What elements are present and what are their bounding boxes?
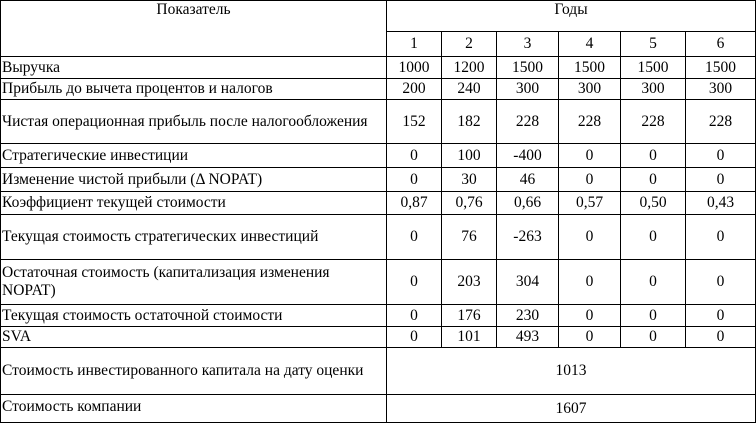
- row-value: 101: [442, 327, 497, 348]
- table-row: [1, 100, 756, 144]
- table-row: [1, 57, 756, 79]
- table-row: [1, 168, 756, 192]
- row-value: 1500: [621, 57, 686, 79]
- row-value: 0: [686, 168, 756, 192]
- row-value: 300: [621, 79, 686, 100]
- row-value: 0,50: [621, 192, 686, 215]
- row-value: 100: [442, 144, 497, 168]
- row-label: Прибыль до вычета процентов и налогов: [1, 79, 387, 100]
- table-row: [1, 79, 756, 100]
- row-value: -263: [497, 215, 559, 260]
- row-value: 0,76: [442, 192, 497, 215]
- indicator-header: Показатель: [1, 1, 387, 57]
- row-label: Текущая стоимость стратегических инвестиций: [1, 215, 387, 260]
- year-number: 4: [559, 32, 621, 57]
- row-value: 228: [559, 100, 621, 144]
- row-value: 182: [442, 100, 497, 144]
- row-label: Чистая операционная прибыль после налогообложения: [1, 100, 387, 144]
- row-value: 203: [442, 260, 497, 305]
- table-row: [1, 215, 756, 260]
- row-value: 0: [387, 305, 442, 327]
- row-value: 1500: [686, 57, 756, 79]
- row-value: 0: [621, 305, 686, 327]
- row-value: 176: [442, 305, 497, 327]
- row-value: 0: [387, 168, 442, 192]
- year-number: 6: [686, 32, 756, 57]
- row-value: 0: [686, 215, 756, 260]
- row-value: 0,43: [686, 192, 756, 215]
- row-value: 0: [621, 260, 686, 305]
- row-value: 228: [621, 100, 686, 144]
- row-value: 0: [387, 144, 442, 168]
- table-row: [1, 327, 756, 348]
- row-value: 0: [686, 305, 756, 327]
- row-value: 0: [559, 215, 621, 260]
- row-value: 0: [621, 327, 686, 348]
- total-row: [1, 395, 756, 423]
- row-value: 0,57: [559, 192, 621, 215]
- row-value: 152: [387, 100, 442, 144]
- row-value: 1000: [387, 57, 442, 79]
- row-value: 0: [621, 144, 686, 168]
- row-value: 230: [497, 305, 559, 327]
- total-label: Стоимость компании: [1, 395, 387, 423]
- row-value: 0: [686, 327, 756, 348]
- total-value: 1607: [387, 395, 756, 423]
- header-row: [1, 1, 756, 32]
- row-value: 76: [442, 215, 497, 260]
- row-value: 300: [686, 79, 756, 100]
- row-value: 0: [621, 168, 686, 192]
- row-value: 0: [559, 168, 621, 192]
- row-value: 0: [387, 215, 442, 260]
- row-label: Выручка: [1, 57, 387, 79]
- row-value: 228: [497, 100, 559, 144]
- row-value: 304: [497, 260, 559, 305]
- row-value: 228: [686, 100, 756, 144]
- total-value: 1013: [387, 348, 756, 395]
- row-value: 0: [621, 215, 686, 260]
- row-value: 0: [686, 144, 756, 168]
- table-row: [1, 260, 756, 305]
- year-number: 2: [442, 32, 497, 57]
- table-row: [1, 192, 756, 215]
- row-value: 300: [497, 79, 559, 100]
- row-label: Текущая стоимость остаточной стоимости: [1, 305, 387, 327]
- row-value: -400: [497, 144, 559, 168]
- row-label: Остаточная стоимость (капитализация изменения NOPAT): [1, 260, 387, 305]
- row-value: 0: [559, 144, 621, 168]
- table-row: [1, 144, 756, 168]
- row-value: 1500: [497, 57, 559, 79]
- row-value: 0,87: [387, 192, 442, 215]
- row-value: 0: [686, 260, 756, 305]
- year-number: 5: [621, 32, 686, 57]
- year-number: 3: [497, 32, 559, 57]
- total-label: Стоимость инвестированного капитала на дату оценки: [1, 348, 387, 395]
- row-label: Коэффициент текущей стоимости: [1, 192, 387, 215]
- row-value: 0,66: [497, 192, 559, 215]
- row-label: Стратегические инвестиции: [1, 144, 387, 168]
- row-value: 200: [387, 79, 442, 100]
- row-value: 300: [559, 79, 621, 100]
- table-row: [1, 305, 756, 327]
- row-value: 1200: [442, 57, 497, 79]
- row-label: Изменение чистой прибыли (Δ NOPAT): [1, 168, 387, 192]
- row-value: 1500: [559, 57, 621, 79]
- total-row: [1, 348, 756, 395]
- row-label: SVA: [1, 327, 387, 348]
- row-value: 0: [559, 327, 621, 348]
- row-value: 30: [442, 168, 497, 192]
- row-value: 0: [559, 305, 621, 327]
- year-number: 1: [387, 32, 442, 57]
- row-value: 0: [387, 260, 442, 305]
- row-value: 0: [559, 260, 621, 305]
- row-value: 493: [497, 327, 559, 348]
- row-value: 46: [497, 168, 559, 192]
- row-value: 0: [387, 327, 442, 348]
- years-header: Годы: [387, 1, 756, 32]
- row-value: 240: [442, 79, 497, 100]
